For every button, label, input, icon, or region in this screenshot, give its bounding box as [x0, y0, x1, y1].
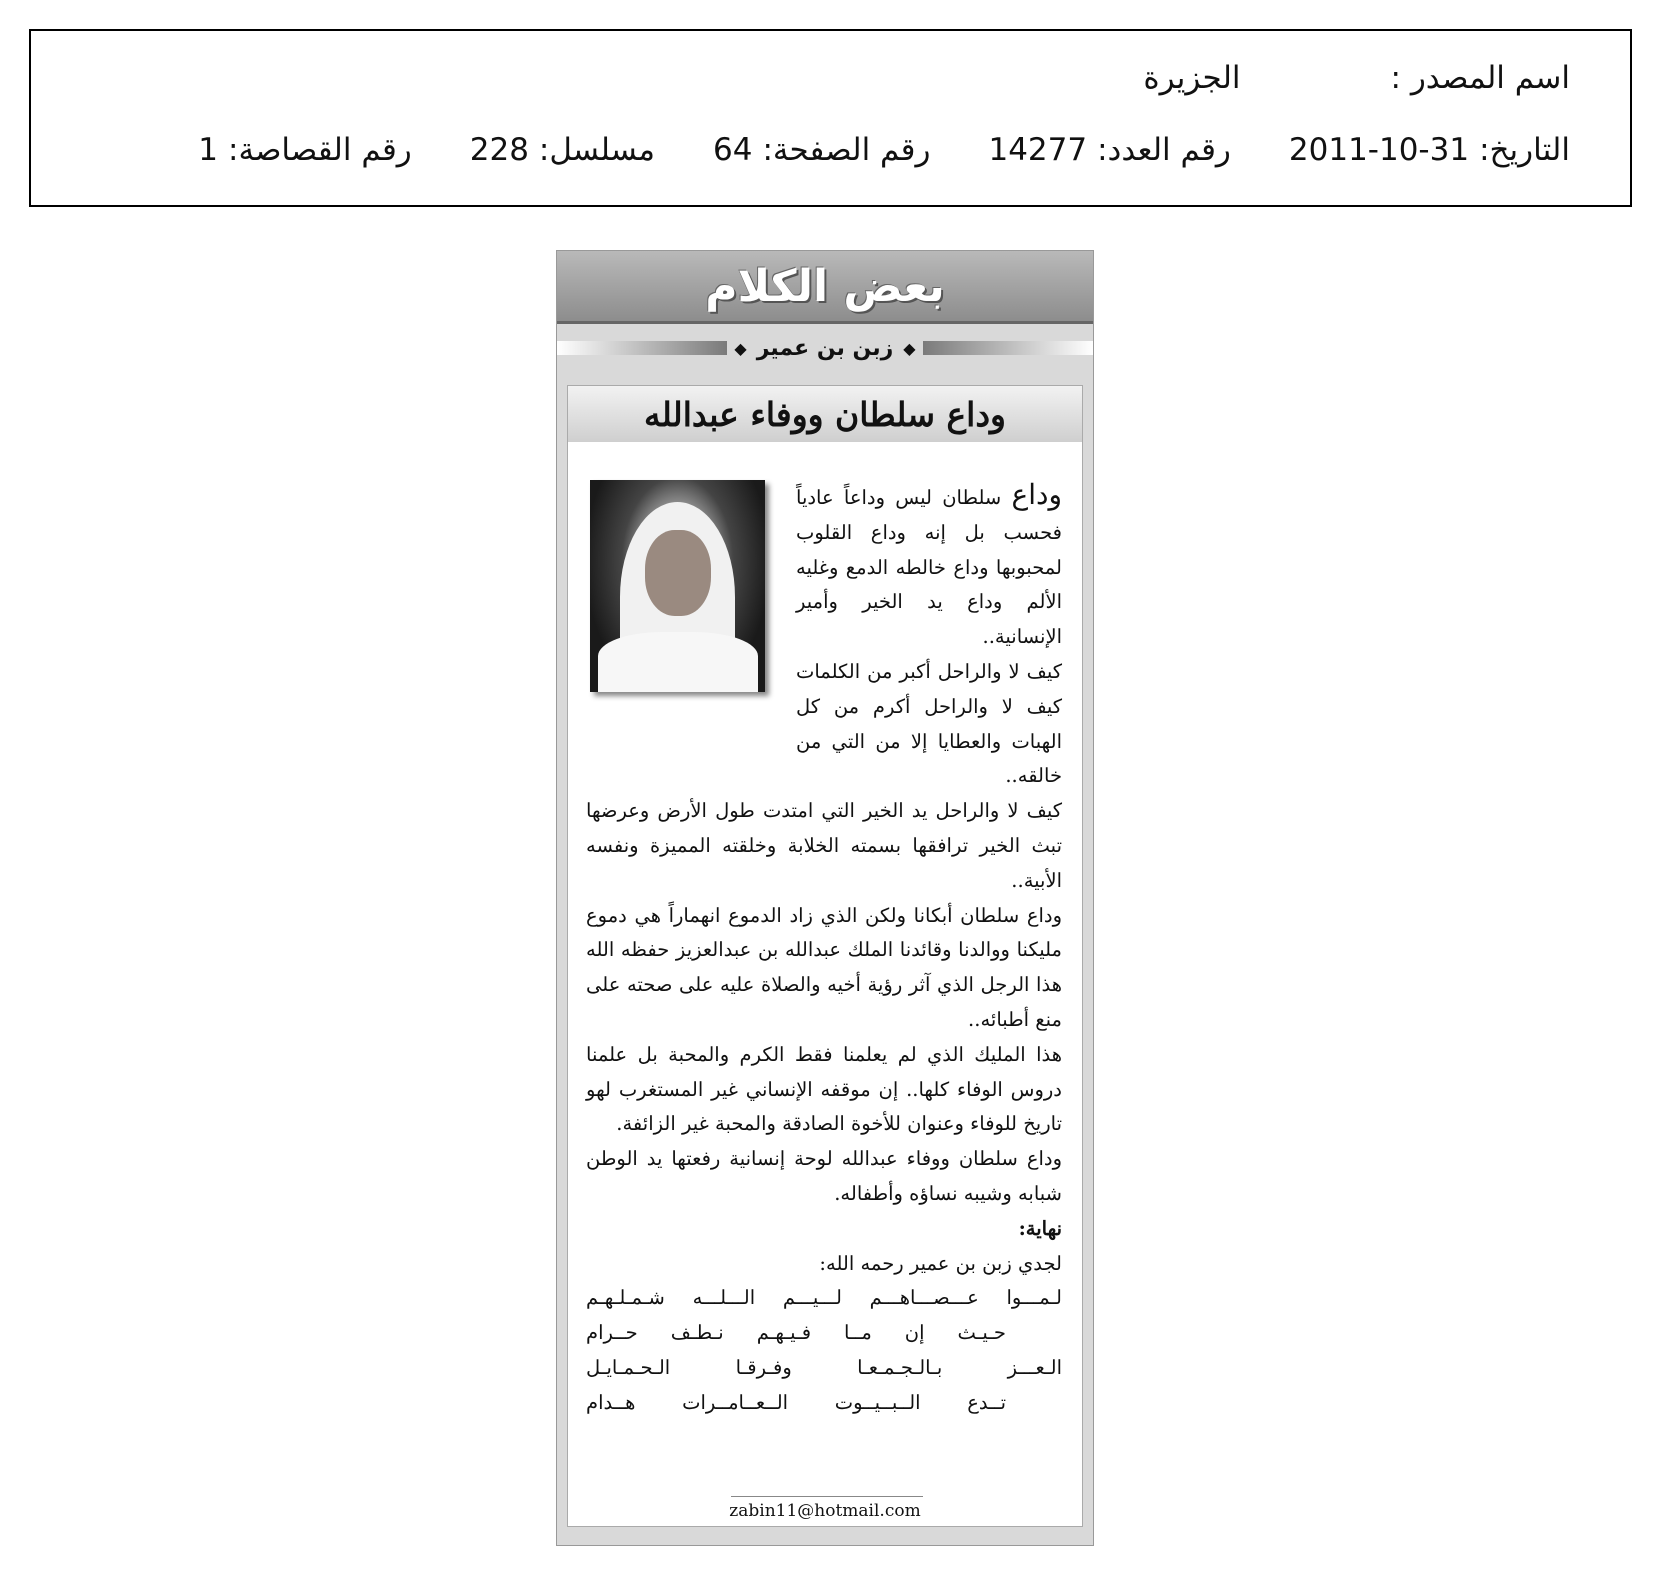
- column-name: بعض الكلام: [557, 251, 1093, 324]
- source-row: [1143, 53, 1570, 103]
- poem-line: لـمـــوا عـــصـــاهـــم لـــيـــم الـــلـــه شـمـلـهـم: [586, 1286, 1062, 1310]
- article-body-frame: [567, 385, 1083, 1527]
- serial-value: 228: [469, 132, 529, 168]
- paragraph-4: وداع سلطان أبكانا ولكن الذي زاد الدموع انهماراً هي دموع مليكنا ووالدنا وقائدنا الملك عبدالله بن عبدالعزيز حفظه الله هذا الرجل الذي آثر رؤية أخيه والصلاة عليه على صحته على منع أطبائه..: [586, 903, 1062, 1031]
- headline: وداع سلطان ووفاء عبدالله: [568, 386, 1082, 442]
- paragraph-2: كيف لا والراحل أكبر من الكلمات كيف لا والراحل أكرم من كل الهبات والعطايا إلا من التي من خالقه..: [796, 659, 1062, 788]
- byline-rule-left: [557, 341, 727, 355]
- serial-label: مسلسل:: [538, 132, 656, 168]
- issue-value: 14277: [988, 132, 1088, 168]
- source-value: الجزيرة: [1143, 60, 1241, 96]
- article-text: [586, 478, 1062, 1421]
- author-email: zabin11@hotmail.com: [729, 1501, 921, 1521]
- clipping-metadata-box: [29, 29, 1632, 207]
- signature-rule: [731, 1496, 923, 1497]
- poem-line: الـعـــز بـالـجـمـعـا وفـرقـا الـحـمـايـل: [586, 1355, 1062, 1379]
- details-row: [198, 125, 1570, 175]
- diamond-icon: ◆: [903, 338, 916, 358]
- paragraph-6: وداع سلطان ووفاء عبدالله لوحة إنسانية رفعتها يد الوطن شبابه وشيبه نساؤه وأطفاله.: [586, 1147, 1062, 1205]
- issue-label: رقم العدد:: [1097, 132, 1231, 168]
- poem-line: تــدع الــبــيــوت الــعــامــرات هــدام: [586, 1390, 1006, 1414]
- ending-title: نهاية:: [1018, 1216, 1062, 1240]
- byline-rule-right: [923, 341, 1093, 355]
- paragraph-5: هذا المليك الذي لم يعلمنا فقط الكرم والمحبة بل علمنا دروس الوفاء كلها.. إن موقفه الإنساني غير المستغرب لهو تاريخ للوفاء وعنوان للأخوة الصادقة والمحبة غير الزائفة.: [586, 1042, 1062, 1136]
- source-label: اسم المصدر :: [1390, 60, 1570, 96]
- paragraph-3: كيف لا والراحل يد الخير التي امتدت طول الأرض وعرضها تبث الخير ترافقها بسمته الخلابة وخلقته المميزة ونفسه الأبية..: [586, 799, 1062, 892]
- date-field: [1289, 132, 1570, 168]
- issue-field: [988, 132, 1230, 168]
- byline: [557, 331, 1093, 365]
- clip-field: [198, 132, 411, 168]
- date-value: 2011-10-31: [1288, 132, 1470, 168]
- date-label: التاريخ:: [1479, 132, 1570, 168]
- paragraph-1: وداع سلطان ليس وداعاً عادياً فحسب بل إنه وداع القلوب لمحبوبها وداع خالطه الدمع وغليه الألم وداع يد الخير وأمير الإنسانية..: [796, 478, 1062, 649]
- serial-field: [470, 132, 655, 168]
- newspaper-clipping: [556, 250, 1094, 1546]
- clip-label: رقم القصاصة:: [228, 132, 412, 168]
- drop-word: وداع: [1011, 478, 1062, 511]
- clip-value: 1: [198, 132, 219, 168]
- poem-intro: لجدي زبن بن عمير رحمه الله:: [819, 1251, 1062, 1275]
- page-value: 64: [713, 132, 753, 168]
- poem-line: حـيـث إن مــا فـيـهـم نـطـف حــرام: [586, 1321, 1006, 1345]
- page-label: رقم الصفحة:: [762, 132, 931, 168]
- page-field: [713, 132, 930, 168]
- diamond-icon: ◆: [734, 338, 747, 358]
- author-name: زبن بن عمير: [756, 335, 894, 361]
